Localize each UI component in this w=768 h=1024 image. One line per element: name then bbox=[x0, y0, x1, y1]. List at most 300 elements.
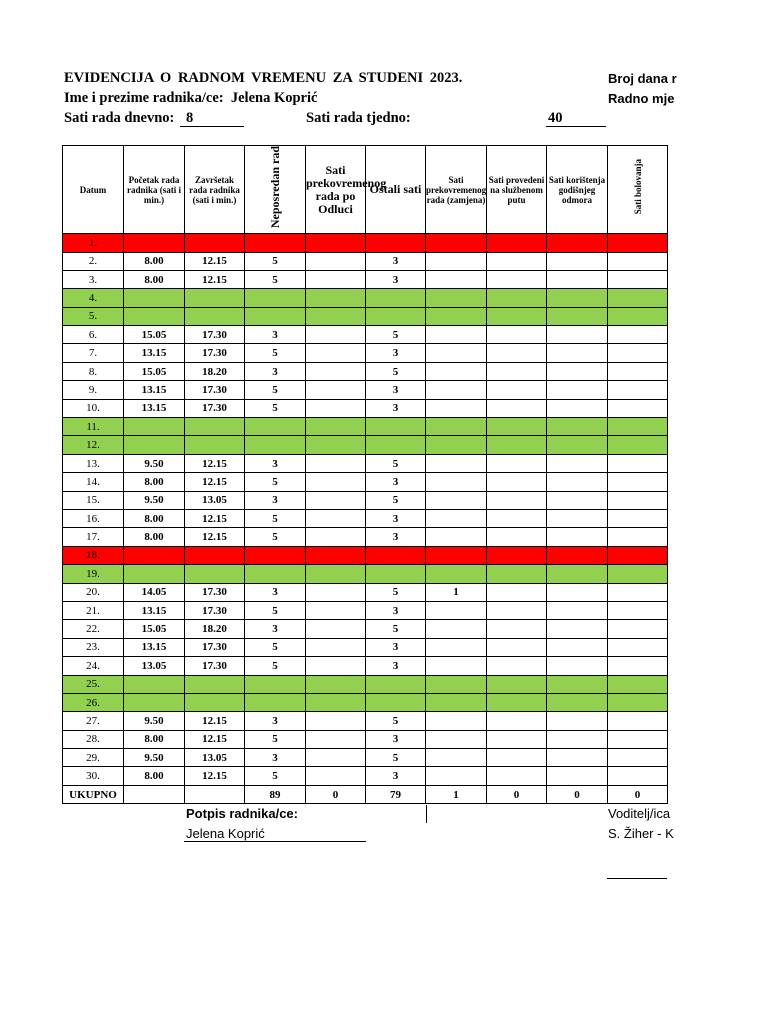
cell-sick-leave bbox=[608, 270, 668, 288]
table-row bbox=[63, 638, 668, 656]
cell-annual-leave bbox=[547, 767, 608, 785]
table-row bbox=[63, 657, 668, 675]
cell-annual-leave bbox=[547, 693, 608, 711]
cell-start: 13.15 bbox=[124, 601, 185, 619]
cell-day: 12. bbox=[63, 436, 124, 454]
cell-sick-leave bbox=[608, 509, 668, 527]
cell-other: 3 bbox=[366, 399, 426, 417]
cell-day: 10. bbox=[63, 399, 124, 417]
cell-other: 3 bbox=[366, 638, 426, 656]
cell-annual-leave bbox=[547, 326, 608, 344]
cell-business-trip bbox=[487, 583, 547, 601]
cell-overtime-decision bbox=[306, 491, 366, 509]
cell-other: 3 bbox=[366, 270, 426, 288]
totals-direct: 89 bbox=[245, 785, 306, 803]
table-row bbox=[63, 491, 668, 509]
daily-hours-value: 8 bbox=[186, 110, 194, 126]
cell-direct: 5 bbox=[245, 270, 306, 288]
cell-start: 8.00 bbox=[124, 509, 185, 527]
cell-annual-leave bbox=[547, 473, 608, 491]
cell-annual-leave bbox=[547, 307, 608, 325]
cell-direct: 3 bbox=[245, 583, 306, 601]
cell-day: 11. bbox=[63, 418, 124, 436]
cell-start: 15.05 bbox=[124, 620, 185, 638]
cell-overtime-replacement bbox=[426, 565, 487, 583]
cell-overtime-replacement bbox=[426, 657, 487, 675]
col-header-overtime-replacement: Sati prekovremenog rada (zamjena) bbox=[426, 146, 487, 234]
cell-overtime-decision bbox=[306, 234, 366, 252]
cell-overtime-decision bbox=[306, 399, 366, 417]
cell-overtime-decision bbox=[306, 730, 366, 748]
cell-sick-leave bbox=[608, 418, 668, 436]
cell-start bbox=[124, 307, 185, 325]
table-row bbox=[63, 730, 668, 748]
cell-start bbox=[124, 565, 185, 583]
cell-business-trip bbox=[487, 546, 547, 564]
cell-business-trip bbox=[487, 252, 547, 270]
cell-overtime-decision bbox=[306, 528, 366, 546]
cell-direct: 5 bbox=[245, 473, 306, 491]
cell-sick-leave bbox=[608, 234, 668, 252]
cell-annual-leave bbox=[547, 565, 608, 583]
cell-other bbox=[366, 307, 426, 325]
cell-start bbox=[124, 418, 185, 436]
cell-start: 13.05 bbox=[124, 657, 185, 675]
document-title: EVIDENCIJA O RADNOM VREMENU ZA STUDENI 2023. bbox=[64, 70, 463, 86]
cell-other: 3 bbox=[366, 344, 426, 362]
cell-overtime-replacement bbox=[426, 528, 487, 546]
weekly-hours-value: 40 bbox=[548, 110, 563, 126]
cell-overtime-decision bbox=[306, 638, 366, 656]
cell-day: 20. bbox=[63, 583, 124, 601]
cell-direct: 5 bbox=[245, 344, 306, 362]
table-row bbox=[63, 344, 668, 362]
cell-sick-leave bbox=[608, 491, 668, 509]
table-header-row bbox=[63, 146, 668, 234]
cell-sick-leave bbox=[608, 749, 668, 767]
cell-direct: 5 bbox=[245, 657, 306, 675]
cell-overtime-replacement bbox=[426, 270, 487, 288]
employee-name-label: Ime i prezime radnika/ce: bbox=[64, 90, 224, 106]
footer-divider bbox=[426, 805, 427, 823]
cell-other bbox=[366, 234, 426, 252]
cell-overtime-decision bbox=[306, 307, 366, 325]
cell-start: 8.00 bbox=[124, 767, 185, 785]
cell-day: 16. bbox=[63, 509, 124, 527]
cell-business-trip bbox=[487, 601, 547, 619]
cell-direct: 5 bbox=[245, 528, 306, 546]
cell-sick-leave bbox=[608, 307, 668, 325]
totals-start bbox=[124, 785, 185, 803]
cell-start: 15.05 bbox=[124, 362, 185, 380]
cell-direct: 3 bbox=[245, 362, 306, 380]
cell-start: 9.50 bbox=[124, 454, 185, 472]
signature-line bbox=[184, 841, 366, 842]
cell-sick-leave bbox=[608, 546, 668, 564]
cell-annual-leave bbox=[547, 583, 608, 601]
cell-start: 13.15 bbox=[124, 381, 185, 399]
cell-overtime-decision bbox=[306, 436, 366, 454]
cell-overtime-replacement bbox=[426, 289, 487, 307]
table-row bbox=[63, 234, 668, 252]
col-header-direct-text: Neposredan rad bbox=[267, 146, 282, 229]
cell-direct bbox=[245, 436, 306, 454]
table-row bbox=[63, 565, 668, 583]
cell-annual-leave bbox=[547, 546, 608, 564]
cell-annual-leave bbox=[547, 418, 608, 436]
cell-annual-leave bbox=[547, 344, 608, 362]
cell-overtime-decision bbox=[306, 546, 366, 564]
cell-direct: 5 bbox=[245, 730, 306, 748]
cell-business-trip bbox=[487, 767, 547, 785]
cell-overtime-replacement bbox=[426, 601, 487, 619]
cell-start: 8.00 bbox=[124, 270, 185, 288]
cell-start: 8.00 bbox=[124, 730, 185, 748]
cell-overtime-replacement bbox=[426, 473, 487, 491]
cell-end bbox=[185, 289, 245, 307]
col-header-other: Ostali sati bbox=[366, 146, 426, 234]
cell-start bbox=[124, 693, 185, 711]
cell-sick-leave bbox=[608, 344, 668, 362]
cell-other: 5 bbox=[366, 491, 426, 509]
cell-day: 9. bbox=[63, 381, 124, 399]
cell-other: 5 bbox=[366, 620, 426, 638]
table-row bbox=[63, 546, 668, 564]
cell-overtime-replacement bbox=[426, 436, 487, 454]
cell-end: 18.20 bbox=[185, 362, 245, 380]
cell-other bbox=[366, 418, 426, 436]
cell-annual-leave bbox=[547, 528, 608, 546]
cell-sick-leave bbox=[608, 601, 668, 619]
cell-overtime-replacement bbox=[426, 638, 487, 656]
cell-end bbox=[185, 546, 245, 564]
cell-other bbox=[366, 436, 426, 454]
cell-business-trip bbox=[487, 234, 547, 252]
cell-sick-leave bbox=[608, 454, 668, 472]
cell-annual-leave bbox=[547, 491, 608, 509]
cell-day: 21. bbox=[63, 601, 124, 619]
cell-end: 12.15 bbox=[185, 509, 245, 527]
cell-business-trip bbox=[487, 473, 547, 491]
cell-annual-leave bbox=[547, 289, 608, 307]
cell-business-trip bbox=[487, 436, 547, 454]
cell-overtime-replacement bbox=[426, 326, 487, 344]
cell-sick-leave bbox=[608, 693, 668, 711]
cell-overtime-decision bbox=[306, 326, 366, 344]
cell-direct: 5 bbox=[245, 509, 306, 527]
table-row bbox=[63, 326, 668, 344]
cell-end: 12.15 bbox=[185, 252, 245, 270]
cell-overtime-replacement bbox=[426, 418, 487, 436]
col-header-business-trip: Sati provedeni na službenom putu bbox=[487, 146, 547, 234]
cell-business-trip bbox=[487, 399, 547, 417]
col-header-start: Početak rada radnika (sati i min.) bbox=[124, 146, 185, 234]
cell-overtime-decision bbox=[306, 620, 366, 638]
cell-overtime-decision bbox=[306, 270, 366, 288]
cell-overtime-replacement bbox=[426, 546, 487, 564]
cell-annual-leave bbox=[547, 712, 608, 730]
cell-overtime-decision bbox=[306, 362, 366, 380]
col-header-direct bbox=[245, 146, 306, 234]
cell-direct bbox=[245, 307, 306, 325]
cell-end bbox=[185, 436, 245, 454]
cell-sick-leave bbox=[608, 381, 668, 399]
cell-day: 22. bbox=[63, 620, 124, 638]
cell-other bbox=[366, 675, 426, 693]
cell-business-trip bbox=[487, 509, 547, 527]
cell-direct bbox=[245, 234, 306, 252]
cell-business-trip bbox=[487, 307, 547, 325]
cell-overtime-decision bbox=[306, 675, 366, 693]
cell-business-trip bbox=[487, 565, 547, 583]
table-row bbox=[63, 418, 668, 436]
cell-sick-leave bbox=[608, 675, 668, 693]
cell-end: 12.15 bbox=[185, 270, 245, 288]
cell-annual-leave bbox=[547, 749, 608, 767]
cell-direct: 3 bbox=[245, 749, 306, 767]
col-header-overtime-decision: Sati prekovremenog rada po Odluci bbox=[306, 146, 366, 234]
table-row bbox=[63, 528, 668, 546]
cell-overtime-replacement bbox=[426, 712, 487, 730]
cell-end bbox=[185, 418, 245, 436]
cell-other bbox=[366, 693, 426, 711]
cell-other: 3 bbox=[366, 730, 426, 748]
cell-sick-leave bbox=[608, 399, 668, 417]
table-row bbox=[63, 620, 668, 638]
cell-start: 14.05 bbox=[124, 583, 185, 601]
table-row bbox=[63, 307, 668, 325]
table-row bbox=[63, 712, 668, 730]
cell-end: 17.30 bbox=[185, 381, 245, 399]
cell-annual-leave bbox=[547, 270, 608, 288]
table-row bbox=[63, 289, 668, 307]
cell-overtime-decision bbox=[306, 418, 366, 436]
cell-start: 8.00 bbox=[124, 473, 185, 491]
cell-sick-leave bbox=[608, 252, 668, 270]
cell-direct: 5 bbox=[245, 767, 306, 785]
col-header-sick-leave bbox=[608, 146, 668, 234]
cell-start bbox=[124, 289, 185, 307]
cell-overtime-replacement bbox=[426, 730, 487, 748]
totals-business-trip: 0 bbox=[487, 785, 547, 803]
cell-day: 2. bbox=[63, 252, 124, 270]
cell-other bbox=[366, 565, 426, 583]
cell-other bbox=[366, 546, 426, 564]
cell-end: 12.15 bbox=[185, 767, 245, 785]
cell-other: 5 bbox=[366, 583, 426, 601]
timesheet-table bbox=[62, 145, 668, 804]
cell-start: 9.50 bbox=[124, 749, 185, 767]
cell-sick-leave bbox=[608, 583, 668, 601]
cell-other: 5 bbox=[366, 749, 426, 767]
cell-other: 3 bbox=[366, 473, 426, 491]
cell-other: 3 bbox=[366, 528, 426, 546]
cell-overtime-decision bbox=[306, 289, 366, 307]
cell-other: 5 bbox=[366, 326, 426, 344]
cell-overtime-replacement bbox=[426, 252, 487, 270]
cell-overtime-replacement bbox=[426, 362, 487, 380]
cell-end: 17.30 bbox=[185, 399, 245, 417]
cell-overtime-replacement bbox=[426, 307, 487, 325]
cell-end: 12.15 bbox=[185, 473, 245, 491]
cell-sick-leave bbox=[608, 436, 668, 454]
cell-other: 5 bbox=[366, 712, 426, 730]
cell-annual-leave bbox=[547, 730, 608, 748]
cell-end: 12.15 bbox=[185, 712, 245, 730]
cell-overtime-decision bbox=[306, 381, 366, 399]
totals-other: 79 bbox=[366, 785, 426, 803]
cell-overtime-decision bbox=[306, 601, 366, 619]
cell-business-trip bbox=[487, 638, 547, 656]
cell-end: 12.15 bbox=[185, 730, 245, 748]
table-row bbox=[63, 270, 668, 288]
cell-day: 7. bbox=[63, 344, 124, 362]
cell-overtime-replacement bbox=[426, 509, 487, 527]
table-row bbox=[63, 436, 668, 454]
cell-start: 9.50 bbox=[124, 491, 185, 509]
cell-annual-leave bbox=[547, 454, 608, 472]
cell-direct bbox=[245, 565, 306, 583]
cell-business-trip bbox=[487, 454, 547, 472]
cell-overtime-replacement bbox=[426, 620, 487, 638]
col-header-sick-leave-text: Sati bolovanja bbox=[632, 159, 643, 215]
cell-business-trip bbox=[487, 712, 547, 730]
cell-start: 15.05 bbox=[124, 326, 185, 344]
cell-annual-leave bbox=[547, 252, 608, 270]
cell-annual-leave bbox=[547, 234, 608, 252]
cell-business-trip bbox=[487, 675, 547, 693]
signature-label: Potpis radnika/ce: bbox=[186, 806, 298, 821]
cell-end: 17.30 bbox=[185, 638, 245, 656]
table-row bbox=[63, 509, 668, 527]
cell-day: 24. bbox=[63, 657, 124, 675]
cell-start bbox=[124, 234, 185, 252]
cell-direct: 5 bbox=[245, 399, 306, 417]
cell-day: 13. bbox=[63, 454, 124, 472]
cell-business-trip bbox=[487, 326, 547, 344]
cell-annual-leave bbox=[547, 675, 608, 693]
workplace-label: Radno mje bbox=[608, 91, 675, 106]
cell-other: 3 bbox=[366, 381, 426, 399]
table-row bbox=[63, 601, 668, 619]
cell-day: 1. bbox=[63, 234, 124, 252]
cell-sick-leave bbox=[608, 289, 668, 307]
cell-other: 3 bbox=[366, 657, 426, 675]
cell-end: 12.15 bbox=[185, 528, 245, 546]
totals-overtime-replacement: 1 bbox=[426, 785, 487, 803]
cell-direct: 5 bbox=[245, 252, 306, 270]
cell-end bbox=[185, 565, 245, 583]
cell-direct bbox=[245, 675, 306, 693]
cell-sick-leave bbox=[608, 473, 668, 491]
table-row bbox=[63, 399, 668, 417]
cell-direct: 3 bbox=[245, 712, 306, 730]
manager-name: S. Žiher - K bbox=[608, 826, 674, 841]
cell-overtime-decision bbox=[306, 749, 366, 767]
table-row bbox=[63, 381, 668, 399]
cell-sick-leave bbox=[608, 326, 668, 344]
cell-sick-leave bbox=[608, 638, 668, 656]
cell-sick-leave bbox=[608, 362, 668, 380]
cell-overtime-replacement bbox=[426, 491, 487, 509]
cell-end: 13.05 bbox=[185, 749, 245, 767]
cell-day: 18. bbox=[63, 546, 124, 564]
table-row bbox=[63, 767, 668, 785]
cell-overtime-decision bbox=[306, 767, 366, 785]
cell-business-trip bbox=[487, 657, 547, 675]
cell-overtime-decision bbox=[306, 473, 366, 491]
table-row bbox=[63, 454, 668, 472]
cell-end bbox=[185, 234, 245, 252]
cell-direct: 3 bbox=[245, 491, 306, 509]
cell-overtime-replacement bbox=[426, 767, 487, 785]
cell-end: 17.30 bbox=[185, 583, 245, 601]
table-row bbox=[63, 583, 668, 601]
cell-direct: 3 bbox=[245, 454, 306, 472]
cell-end bbox=[185, 693, 245, 711]
cell-business-trip bbox=[487, 381, 547, 399]
cell-day: 14. bbox=[63, 473, 124, 491]
cell-end: 17.30 bbox=[185, 344, 245, 362]
cell-day: 26. bbox=[63, 693, 124, 711]
cell-sick-leave bbox=[608, 565, 668, 583]
manager-label: Voditelj/ica bbox=[608, 806, 671, 821]
cell-annual-leave bbox=[547, 362, 608, 380]
cell-overtime-decision bbox=[306, 657, 366, 675]
cell-business-trip bbox=[487, 270, 547, 288]
cell-sick-leave bbox=[608, 657, 668, 675]
cell-annual-leave bbox=[547, 509, 608, 527]
cell-overtime-replacement bbox=[426, 693, 487, 711]
cell-day: 4. bbox=[63, 289, 124, 307]
cell-business-trip bbox=[487, 418, 547, 436]
table-row bbox=[63, 252, 668, 270]
cell-annual-leave bbox=[547, 436, 608, 454]
cell-overtime-decision bbox=[306, 583, 366, 601]
cell-direct: 5 bbox=[245, 601, 306, 619]
cell-overtime-replacement bbox=[426, 454, 487, 472]
cell-annual-leave bbox=[547, 601, 608, 619]
cell-overtime-decision bbox=[306, 712, 366, 730]
cell-day: 6. bbox=[63, 326, 124, 344]
cell-overtime-replacement: 1 bbox=[426, 583, 487, 601]
cell-overtime-decision bbox=[306, 509, 366, 527]
cell-sick-leave bbox=[608, 730, 668, 748]
cell-overtime-decision bbox=[306, 252, 366, 270]
cell-day: 25. bbox=[63, 675, 124, 693]
totals-end bbox=[185, 785, 245, 803]
cell-business-trip bbox=[487, 289, 547, 307]
cell-direct: 3 bbox=[245, 620, 306, 638]
cell-end: 13.05 bbox=[185, 491, 245, 509]
employee-name-value: Jelena Koprić bbox=[230, 90, 318, 106]
cell-start bbox=[124, 675, 185, 693]
daily-hours-label: Sati rada dnevno: bbox=[64, 110, 175, 126]
cell-day: 5. bbox=[63, 307, 124, 325]
cell-sick-leave bbox=[608, 620, 668, 638]
cell-direct bbox=[245, 289, 306, 307]
cell-overtime-decision bbox=[306, 565, 366, 583]
cell-other: 3 bbox=[366, 252, 426, 270]
cell-direct: 5 bbox=[245, 381, 306, 399]
weekly-hours-underline bbox=[546, 126, 606, 127]
table-row bbox=[63, 693, 668, 711]
cell-end bbox=[185, 675, 245, 693]
cell-day: 17. bbox=[63, 528, 124, 546]
cell-direct bbox=[245, 546, 306, 564]
cell-day: 29. bbox=[63, 749, 124, 767]
cell-business-trip bbox=[487, 344, 547, 362]
